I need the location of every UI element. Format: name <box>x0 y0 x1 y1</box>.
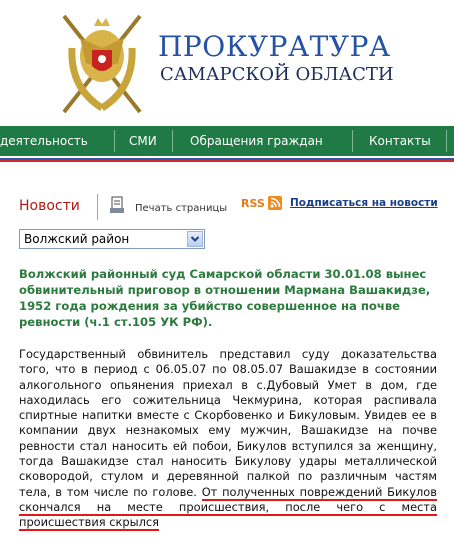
prosecutor-emblem-icon[interactable] <box>52 8 152 120</box>
nav-item-contacts[interactable]: Контакты <box>369 134 431 148</box>
rss-icon[interactable] <box>268 196 282 210</box>
site-header <box>0 0 454 126</box>
subscribe-link[interactable]: Подписаться на новости <box>290 197 438 209</box>
nav-divider <box>352 130 353 152</box>
nav-divider <box>114 130 115 152</box>
district-select[interactable] <box>19 229 205 249</box>
article-headline: Волжский районный суд Самарской области 30.01.08 вынес обвинительный приговор в отношении Мармана Вашакидзе, 1952 года рождения за убийство совершенное на почве ревности (ч.1 ст.105 УК РФ). <box>19 267 431 329</box>
chevron-down-icon <box>188 232 202 246</box>
rss-label[interactable]: RSS <box>241 197 265 210</box>
section-divider <box>97 194 98 220</box>
select-dropdown-button[interactable] <box>187 231 203 247</box>
nav-divider <box>172 130 173 152</box>
article-body-text: Государственный обвинитель представил суду доказательства того, что в период с 06.05.07 по 08.05.07 Вашакидзе в состоянии алкогольного опьянения приехал в с.Дубовый Умет в дом, где находилась его сожительница Чекмурина, которая распивала спиртные напитки вместе с Скорбовенко и Бикуловым. Увидев ее в компании двух незнакомых ему мужчин, Вашакидзе на почве ревности стал наносить ей побои, Бикулов вступился за женщину, тогда Вашакидзе стал наносить Бикулову удары металлической сковородой, стулом и деревянной палкой по различным частям тела, в том числе по голове. <box>19 347 437 499</box>
site-title: ПРОКУРАТУРА <box>158 30 391 63</box>
article-body <box>19 347 437 531</box>
print-icon[interactable] <box>109 196 125 214</box>
nav-item-media[interactable]: СМИ <box>129 134 157 148</box>
article-highlighted-text: От полученных повреждений Бикулов скончался на месте происшествия, после чего с места происшествия скрылся <box>19 484 437 530</box>
district-select-value: Волжский район <box>24 232 130 246</box>
print-page-link[interactable]: Печать страницы <box>135 203 228 214</box>
section-title: Новости <box>19 198 80 214</box>
nav-item-activity[interactable]: деятельность <box>0 134 88 148</box>
flag-stripe <box>0 156 454 162</box>
main-nav <box>0 126 454 156</box>
site-subtitle: САМАРСКОЙ ОБЛАСТИ <box>160 64 394 85</box>
nav-divider <box>446 130 447 152</box>
nav-item-appeals[interactable]: Обращения граждан <box>190 134 323 148</box>
